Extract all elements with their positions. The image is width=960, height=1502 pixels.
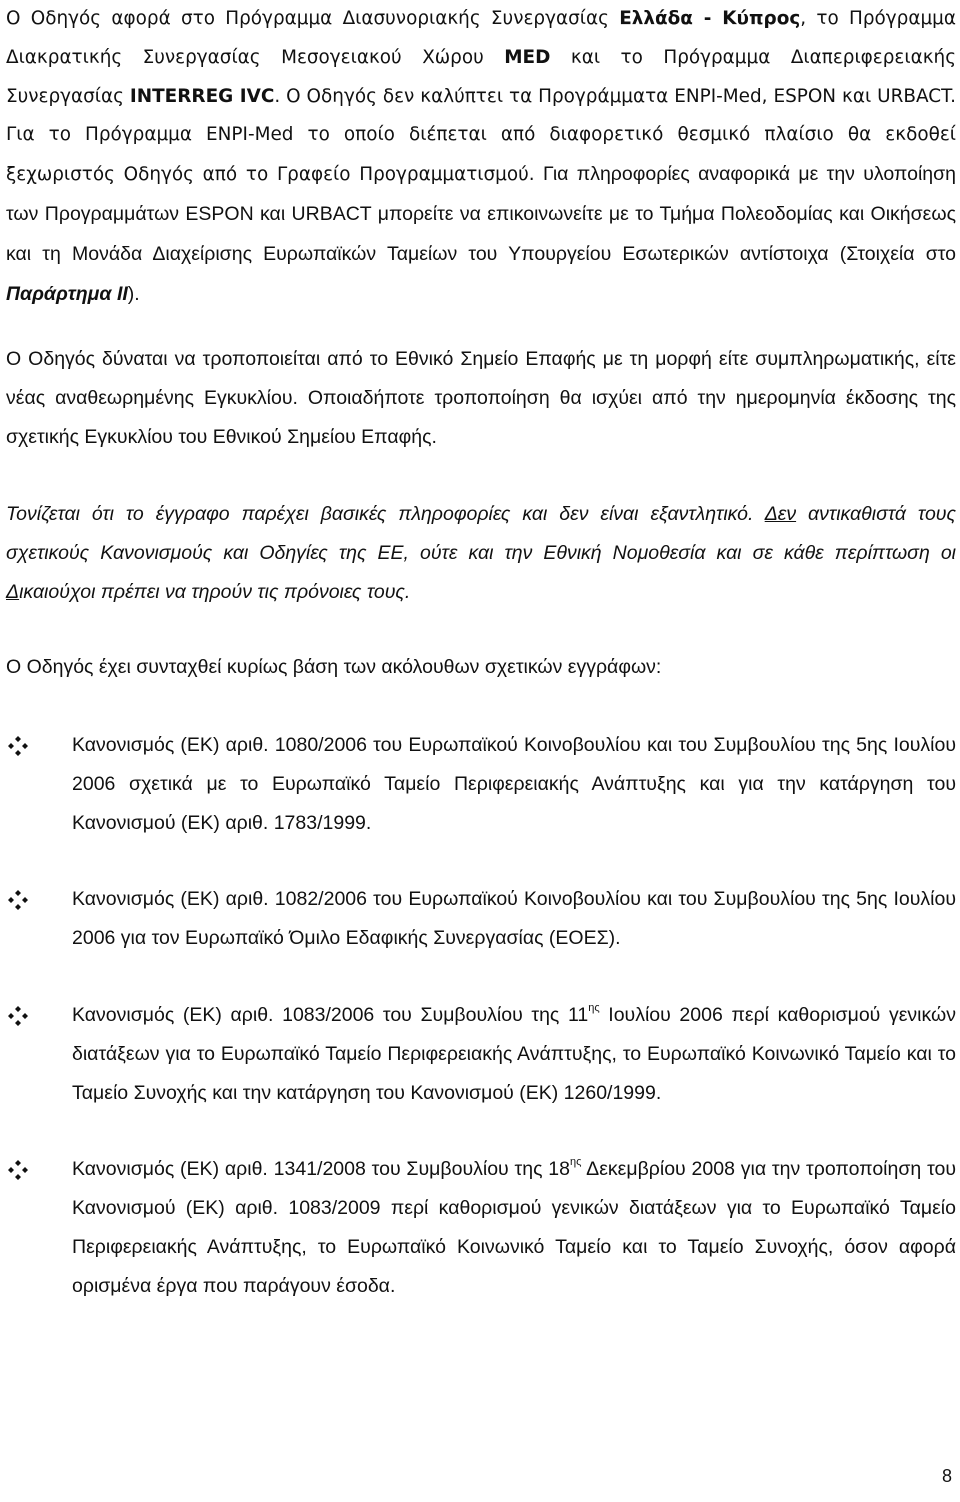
program-med: MED [504,46,551,68]
paragraph-scope-text-2: , το Πρόγραμμα Διακρατικής Συνεργασίας Μεσογειακού Χώρου [6,8,956,68]
paragraph-disclaimer-text-2: αντικαθιστά τους σχετικούς Κανονισμούς και Οδηγίες της ΕΕ, ούτε και την Εθνική Νομοθεσία και σε κάθε περίπτωση οι [6,503,957,564]
paragraph-disclaimer-text-1: Τονίζεται ότι το έγγραφο παρέχει βασικές πληροφορίες και δεν είναι εξαντλητικό. [6,503,765,525]
paragraph-sources-intro-text: Ο Οδηγός έχει συνταχθεί κυρίως βάση των ακόλουθων σχετικών εγγράφων: [6,656,662,678]
four-diamond-bullet-icon [8,1006,28,1026]
paragraph-disclaimer-underlined-1: Δεν [764,503,797,525]
page-number: 8 [941,1466,952,1486]
program-greece-cyprus: Ελλάδα - Κύπρος [619,8,801,29]
paragraph-scope [6,0,956,314]
paragraph-disclaimer [6,495,956,611]
list-item-text-b: Δεκεμβρίου 2008 για την τροποποίηση του Κανονισμού (ΕΚ) αριθ. 1083/2009 περί καθορισμού γενικών διατάξεων για το Ευρωπαϊκό Ταμείο Περιφερειακής Ανάπτυξης, το Ευρωπαϊκό Κοινωνικό Ταμείο και το Ταμείο Συνοχής, όσον αφορά ορισμένα έργα που παράγουν έσοδα. [72,1158,957,1297]
list-item [6,726,956,842]
paragraph-disclaimer-underlined-2: Δ [6,580,20,603]
paragraph-scope-text-4: . Ο Οδηγός δεν καλύπτει τα Προγράμματα ENPI-Med, ESPON και URBACT. Για το Πρόγραμμα ENPI-Med το οποίο διέπεται από διαφορετικό θεσμικό πλαίσιο θα εκδοθεί ξεχωριστός Οδηγός από το Γραφείο Προγραμματισμού. [6,85,957,186]
paragraph-scope-text-3: και το Πρόγραμμα Διαπεριφερειακής Συνεργασίας [6,46,956,107]
regulations-list [6,726,956,1344]
list-item [6,880,956,958]
paragraph-disclaimer-text-3: ικαιούχοι πρέπει να τηρούν τις πρόνοιες τους. [19,580,411,603]
annex-reference: Παράρτημα ΙΙ [6,282,128,305]
four-diamond-bullet-icon [8,736,28,756]
paragraph-scope-text-6: ). [127,282,140,305]
four-diamond-bullet-icon [8,1160,28,1180]
paragraph-scope-text-1: Ο Οδηγός αφορά στο Πρόγραμμα Διασυνοριακής Συνεργασίας [6,8,620,29]
list-item-text-a: Κανονισμός (ΕΚ) αριθ. 1083/2006 του Συμβουλίου της 11 [72,1003,589,1026]
paragraph-scope-text-5: Για πληροφορίες αναφορικά με την υλοποίηση των Προγραμμάτων ESPON και URBACT μπορείτε να επικοινωνείτε με το Τμήμα Πολεοδομίας και Οικήσεως και τη Μονάδα Διαχείρισης Ευρωπαϊκών Ταμείων του Υπουργείου Εσωτερικών αντίστοιχα (Στοιχεία στο [6,163,956,265]
paragraph-amendments-text: Ο Οδηγός δύναται να τροποποιείται από το Εθνικό Σημείο Επαφής με τη μορφή είτε συμπληρωματικής, είτε νέας αναθεωρημένης Εγκυκλίου. Οποιαδήποτε τροποποίηση θα ισχύει από την ημερομηνία έκδοσης της σχετικής Εγκυκλίου του Εθνικού Σημείου Επαφής. [6,348,956,448]
paragraph-amendments [6,340,956,456]
list-item-text: Κανονισμός (ΕΚ) αριθ. 1082/2006 του Ευρωπαϊκού Κοινοβουλίου και του Συμβουλίου της 5ης Ιουλίου 2006 για τον Ευρωπαϊκό Όμιλο Εδαφικής Συνεργασίας (ΕΟΕΣ). [72,888,956,950]
list-item [6,996,956,1112]
paragraph-sources-intro [6,648,661,687]
list-item-text-a: Κανονισμός (ΕΚ) αριθ. 1341/2008 του Συμβουλίου της 18 [72,1158,570,1181]
ordinal-suffix: ης [570,1156,582,1169]
list-item [6,1150,956,1305]
list-item-text-b: Ιουλίου 2006 περί καθορισμού γενικών διατάξεων για το Ευρωπαϊκό Ταμείο Περιφερειακής Ανάπτυξης, το Ευρωπαϊκό Κοινωνικό Ταμείο και το Ταμείο Συνοχής και την κατάργηση του Κανονισμού (ΕΚ) 1260/1999. [72,1003,956,1104]
ordinal-suffix: ης [588,1001,600,1014]
list-item-text: Κανονισμός (ΕΚ) αριθ. 1080/2006 του Ευρωπαϊκού Κοινοβουλίου και του Συμβουλίου της 5ης Ιουλίου 2006 σχετικά με το Ευρωπαϊκό Ταμείο Περιφερειακής Ανάπτυξης και για την κατάργηση του Κανονισμού (ΕΚ) αριθ. 1783/1999. [72,734,956,834]
four-diamond-bullet-icon [8,890,28,910]
program-interreg: INTERREG IVC [129,85,275,107]
